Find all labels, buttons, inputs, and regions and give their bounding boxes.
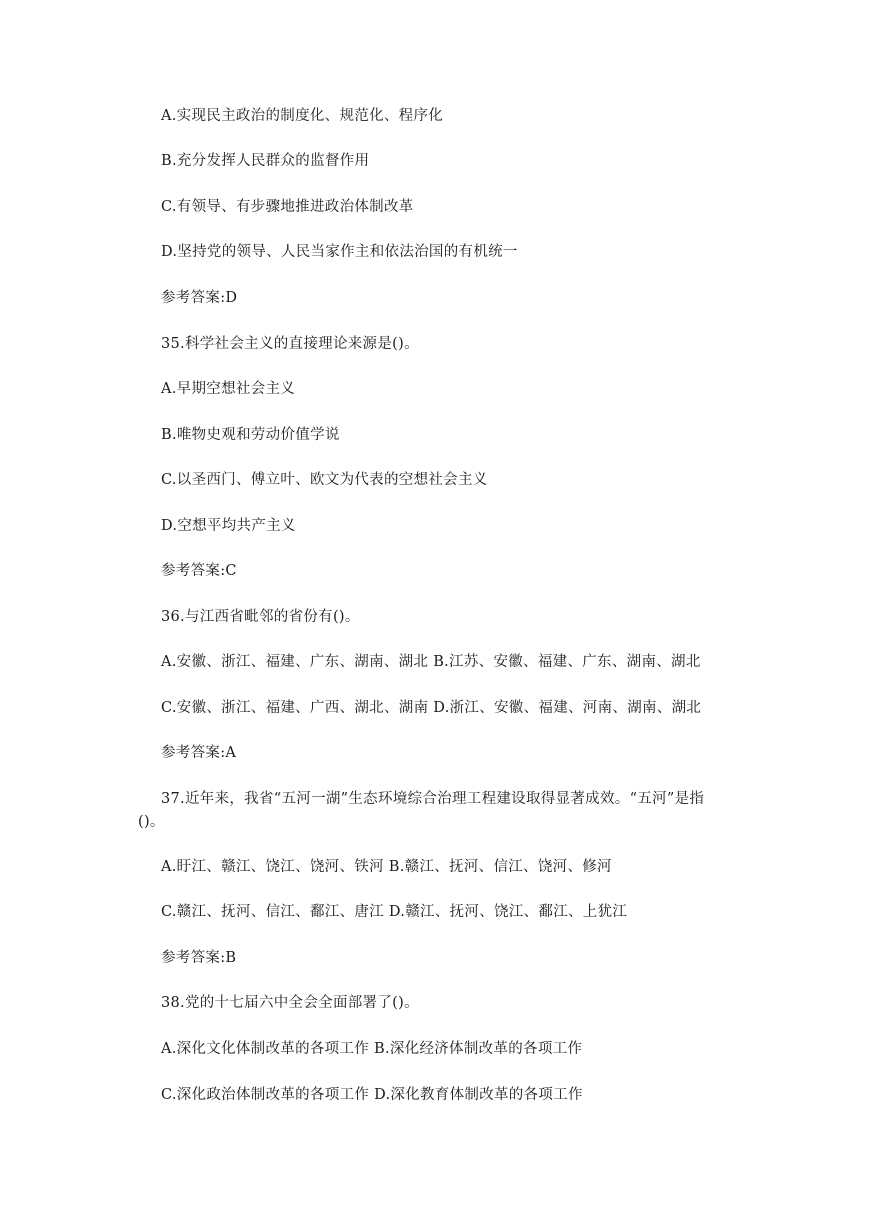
q35-answer: 参考答案:C: [161, 563, 237, 579]
q34-option-c: C.有领导、有步骤地推进政治体制改革: [161, 199, 414, 215]
q35-option-b: B.唯物史观和劳动价值学说: [161, 427, 340, 443]
q37-question-line2: ()。: [138, 814, 165, 830]
q34-option-b: B.充分发挥人民群众的监督作用: [161, 153, 370, 169]
q36-options-cd: C.安徽、浙江、福建、广西、湖北、湖南 D.浙江、安徽、福建、河南、湖南、湖北: [161, 700, 702, 716]
q35-option-a: A.早期空想社会主义: [161, 381, 296, 397]
q36-answer: 参考答案:A: [161, 745, 237, 761]
q37-options-ab: A.盱江、赣江、饶江、饶河、铁河 B.赣江、抚河、信江、饶河、修河: [161, 859, 612, 875]
q36-options-ab: A.安徽、浙江、福建、广东、湖南、湖北 B.江苏、安徽、福建、广东、湖南、湖北: [161, 654, 701, 670]
q35-option-d: D.空想平均共产主义: [161, 518, 296, 534]
q37-question-line1: 37.近年来，我省“五河一湖”生态环境综合治理工程建设取得显著成效。“五河”是指: [161, 791, 705, 807]
q36-question: 36.与江西省毗邻的省份有()。: [161, 609, 360, 625]
q37-options-cd: C.赣江、抚河、信江、鄱江、唐江 D.赣江、抚河、饶江、鄱江、上犹江: [161, 904, 628, 920]
q35-option-c: C.以圣西门、傅立叶、欧文为代表的空想社会主义: [161, 472, 488, 488]
q34-answer: 参考答案:D: [161, 290, 238, 306]
q34-option-a: A.实现民主政治的制度化、规范化、程序化: [161, 108, 444, 124]
q37-answer: 参考答案:B: [161, 950, 237, 966]
q38-options-ab: A.深化文化体制改革的各项工作 B.深化经济体制改革的各项工作: [161, 1041, 583, 1057]
q38-options-cd: C.深化政治体制改革的各项工作 D.深化教育体制改革的各项工作: [161, 1087, 583, 1103]
q38-question: 38.党的十七届六中全会全面部署了()。: [161, 995, 419, 1011]
q34-option-d: D.坚持党的领导、人民当家作主和依法治国的有机统一: [161, 244, 518, 260]
q35-question: 35.科学社会主义的直接理论来源是()。: [161, 336, 419, 352]
